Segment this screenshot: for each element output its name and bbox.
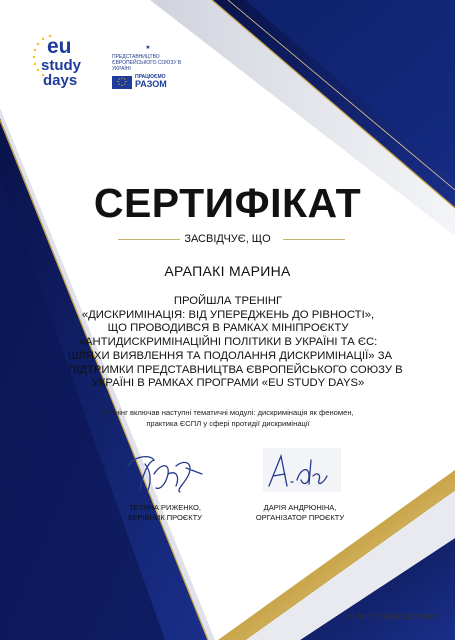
signer-left-role: КЕРІВНИК ПРОЄКТУ bbox=[128, 513, 202, 522]
modules-line: практика ЄСПЛ у сфері протидії дискримінації bbox=[146, 418, 310, 428]
description-line: ПІДТРИМКИ ПРЕДСТАВНИЦТВА ЄВРОПЕЙСЬКОГО СОЮЗУ В bbox=[68, 363, 403, 376]
signature-block-left bbox=[90, 446, 240, 522]
logos bbox=[28, 30, 188, 90]
eu-logo-days-text: days bbox=[43, 72, 78, 89]
recipient-name: АРАПАКІ МАРИНА bbox=[164, 263, 291, 279]
description-line: ШЛЯХИ ВИЯВЛЕННЯ ТА ПОДОЛАННЯ ДИСКРИМІНАЦІЇ» ЗА bbox=[68, 349, 393, 362]
issue-date: 01 ЛИСТОПАДА 2022 РОКУ bbox=[347, 614, 438, 621]
eu-delegation-logo bbox=[112, 36, 202, 90]
signature-right-image bbox=[225, 446, 375, 501]
eu-stars-mark: ★ bbox=[145, 45, 151, 51]
signer-left-name: ТЕТЯНА РИЖЕНКО, bbox=[129, 503, 201, 512]
eu-logo-eu-text: eu bbox=[47, 35, 72, 58]
modules-line: Тренінг включав наступні тематичні модулі: дискримінація як феномен, bbox=[102, 408, 354, 417]
signature-block-right bbox=[225, 446, 375, 522]
description-line: ПРОЙШЛА ТРЕНІНГ bbox=[173, 295, 283, 307]
eu-study-days-logo bbox=[28, 30, 90, 90]
signer-right-role: ОРГАНІЗАТОР ПРОЄКТУ bbox=[255, 513, 345, 522]
eu-delegation-text: ПРЕДСТАВНИЦТВО ЄВРОПЕЙСЬКОГО СОЮЗУ В УКРАЇНІ bbox=[112, 54, 182, 72]
certificate-title: СЕРТИФІКАТ bbox=[93, 180, 362, 226]
modules-note bbox=[60, 408, 396, 429]
description-line: «АНТИДИСКРИМІНАЦІЙНІ ПОЛІТИКИ В УКРАЇНІ ТА ЄС: bbox=[78, 336, 378, 349]
description-line: ЩО ПРОВОДИВСЯ В РАМКАХ МІНІПРОЄКТУ bbox=[107, 322, 349, 335]
description-line: «ДИСКРИМІНАЦІЯ: ВІД УПЕРЕДЖЕНЬ ДО РІВНОСТІ», bbox=[81, 308, 375, 321]
attest-text: ЗАСВІДЧУЄ, ЩО bbox=[184, 233, 271, 245]
slogan-bottom: РАЗОМ bbox=[135, 79, 167, 89]
slogan-top: ПРАЦЮЄМО bbox=[135, 74, 166, 80]
description-line: УКРАЇНІ В РАМКАХ ПРОГРАМИ «EU STUDY DAYS» bbox=[91, 377, 365, 390]
signer-right-name: ДАРІЯ АНДРЮНІНА, bbox=[263, 503, 337, 512]
signature-left-image bbox=[90, 446, 240, 501]
training-description bbox=[68, 295, 403, 391]
eu-logo-study-text: study bbox=[41, 57, 82, 74]
eu-flag-icon bbox=[112, 76, 132, 89]
